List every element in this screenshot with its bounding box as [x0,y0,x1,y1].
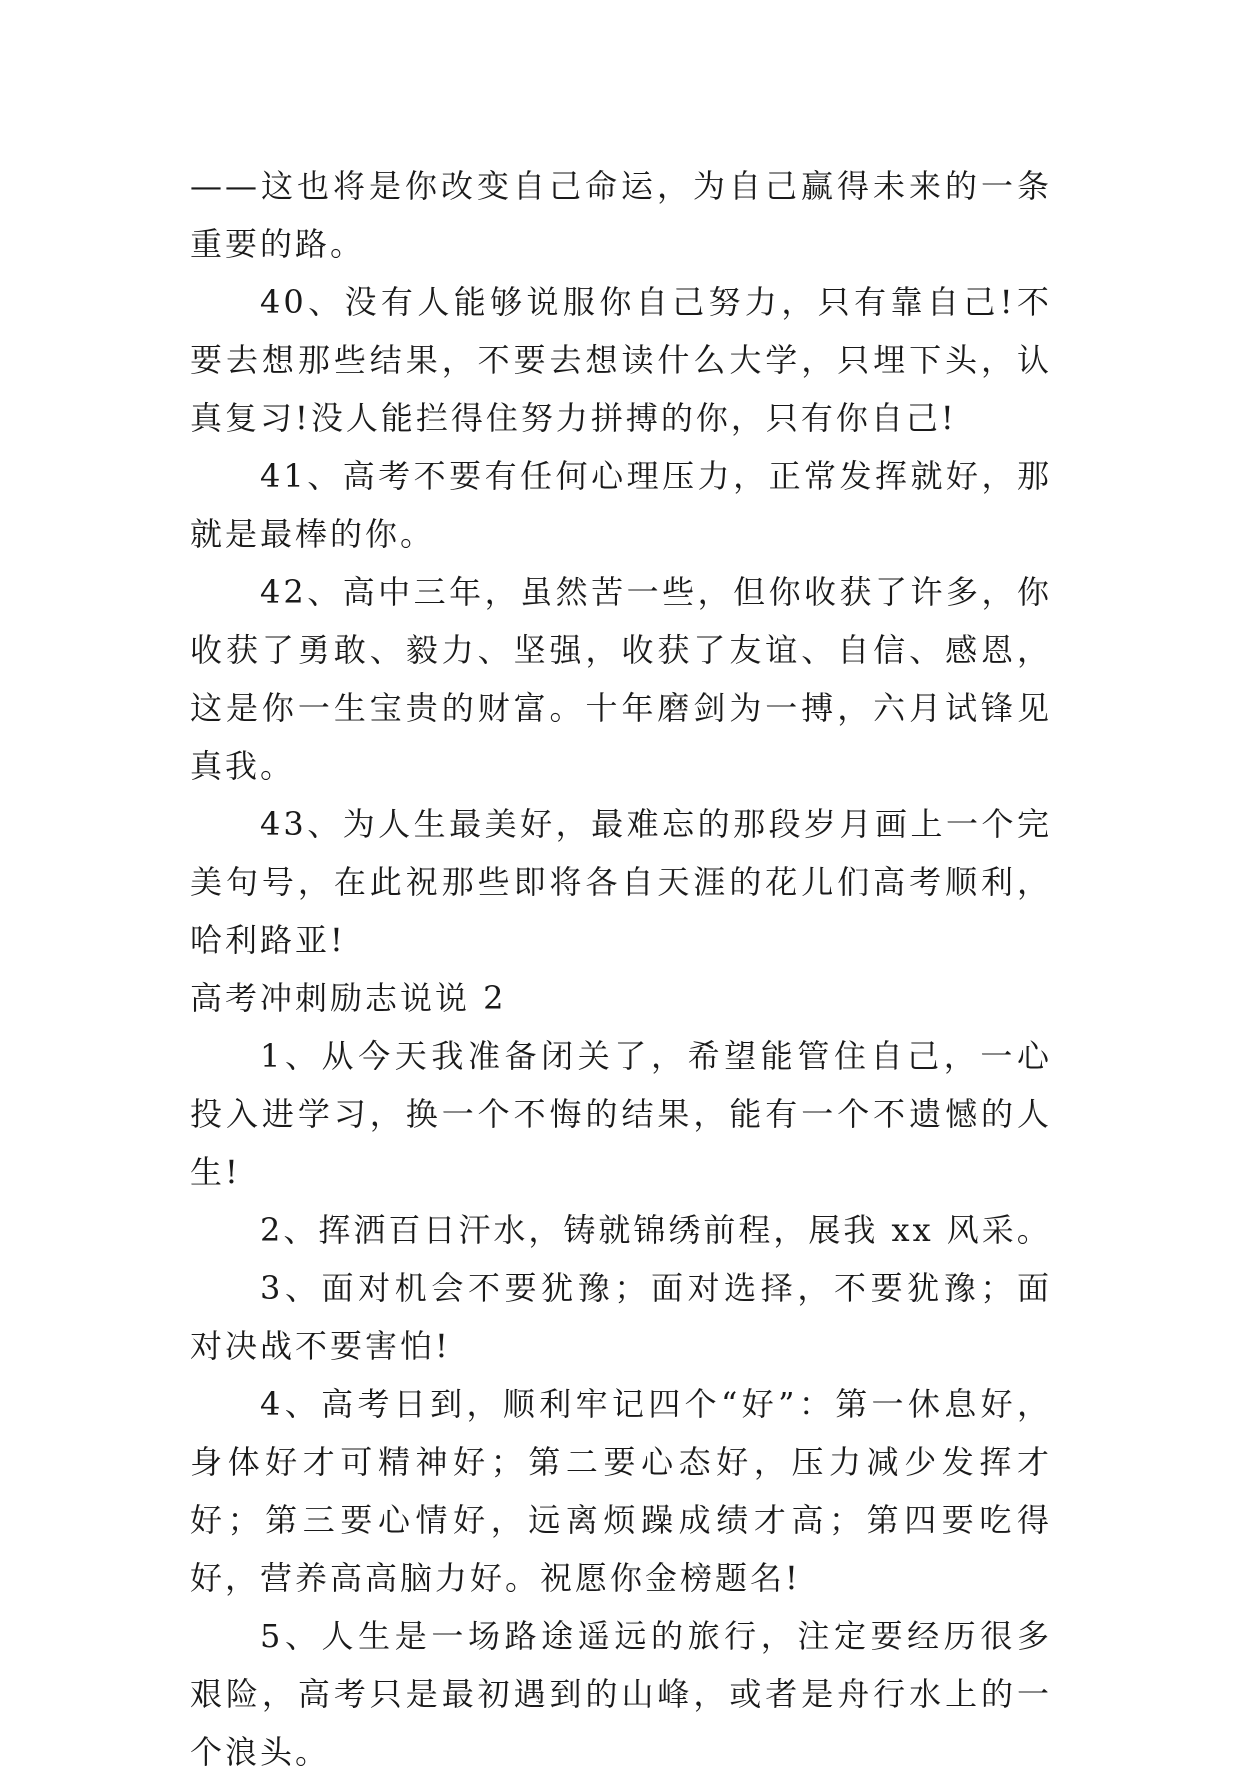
paragraph-item-41: 41、高考不要有任何心理压力，正常发挥就好，那就是最棒的你。 [190,457,1052,553]
section-item-2: 2、挥洒百日汗水，铸就锦绣前程，展我 xx 风采。 [260,1211,1052,1249]
paragraph-item-40: 40、没有人能够说服你自己努力，只有靠自己!不要去想那些结果，不要去想读什么大学，只埋下头，认真复习!没人能拦得住努力拼搏的你，只有你自己! [190,283,1052,437]
paragraph-item-42: 42、高中三年，虽然苦一些，但你收获了许多，你收获了勇敢、毅力、坚强，收获了友谊、自信、感恩，这是你一生宝贵的财富。十年磨剑为一搏，六月试锋见真我。 [190,573,1052,785]
section-heading: 高考冲刺励志说说 2 [190,979,507,1017]
paragraph-continuation: ——这也将是你改变自己命运，为自己赢得未来的一条重要的路。 [190,167,1052,263]
section-item-4: 4、高考日到，顺利牢记四个“好”：第一休息好，身体好才可精神好；第二要心态好，压力减少发挥才好；第三要心情好，远离烦躁成绩才高；第四要吃得好，营养高高脑力好。祝愿你金榜题名! [190,1385,1052,1597]
paragraph-item-43: 43、为人生最美好，最难忘的那段岁月画上一个完美句号，在此祝那些即将各自天涯的花儿们高考顺利，哈利路亚! [190,805,1052,959]
section-item-3: 3、面对机会不要犹豫；面对选择，不要犹豫；面对决战不要害怕! [190,1269,1052,1365]
section-item-1: 1、从今天我准备闭关了，希望能管住自己，一心投入进学习，换一个不悔的结果，能有一个不遗憾的人生! [190,1037,1052,1191]
section-item-5: 5、人生是一场路途遥远的旅行，注定要经历很多艰险，高考只是最初遇到的山峰，或者是舟行水上的一个浪头。 [190,1617,1052,1771]
document-body [190,157,1052,1781]
